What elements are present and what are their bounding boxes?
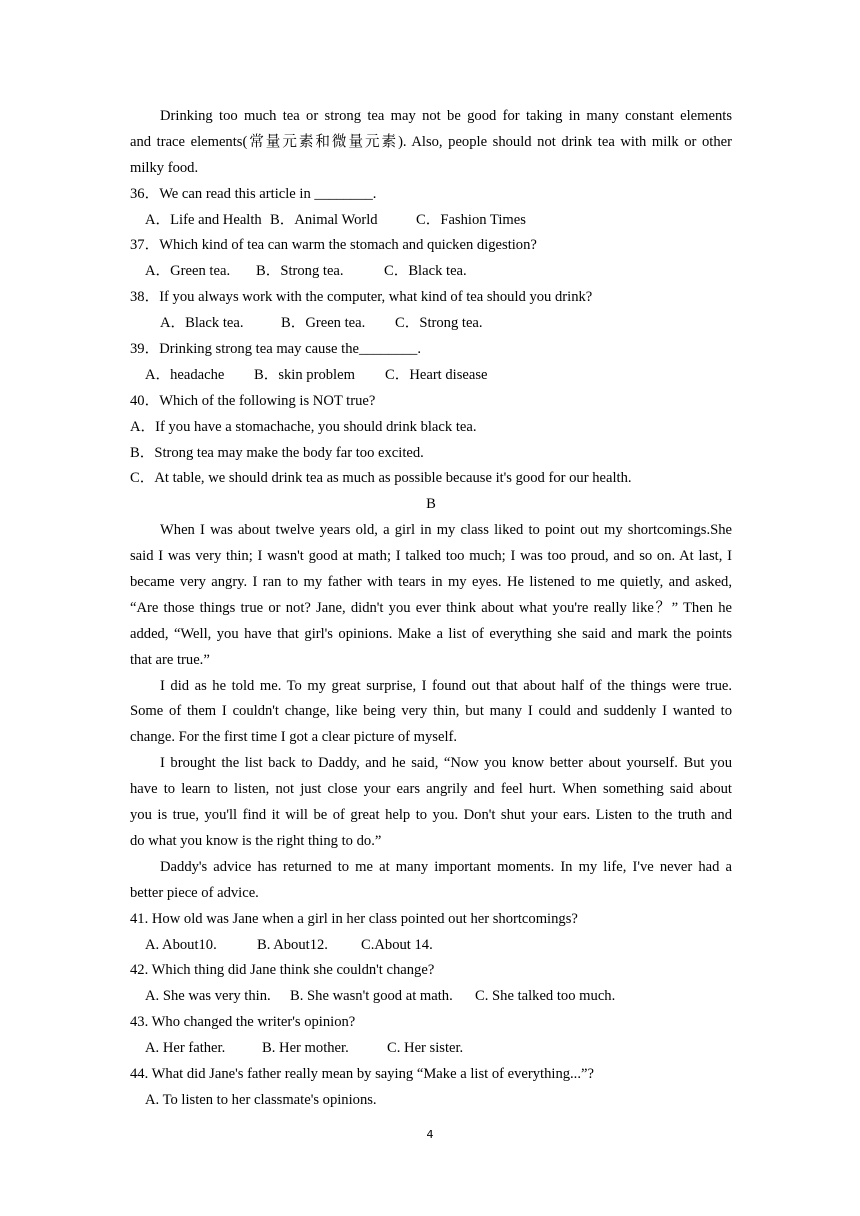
option-b: B. She wasn't good at math. bbox=[290, 988, 453, 1005]
section-b-title: B bbox=[426, 496, 436, 513]
option-c: C．Black tea. bbox=[384, 263, 467, 280]
question-36 bbox=[130, 182, 732, 234]
paragraph-line: I did as he told me. To my great surprise, I found out that about half of the things were true. bbox=[160, 677, 732, 694]
question-42 bbox=[130, 958, 732, 1010]
paragraph-line: became very angry. I ran to my father with tears in my eyes. He listened to me quietly, and asked, bbox=[130, 574, 732, 591]
page-content bbox=[130, 104, 732, 1114]
paragraph-line: Daddy's advice has returned to me at many important moments. In my life, I've never had a bbox=[160, 858, 732, 875]
paragraph-line: that are true.” bbox=[130, 651, 210, 668]
option-c: C. Her sister. bbox=[387, 1040, 464, 1057]
option-a: A．headache bbox=[145, 366, 225, 383]
option-a: A. About10. bbox=[145, 936, 217, 953]
question-39 bbox=[130, 337, 732, 389]
option-a: A. To listen to her classmate's opinions. bbox=[145, 1091, 377, 1108]
option-c: C．Strong tea. bbox=[395, 315, 483, 332]
paragraph-line: Drinking too much tea or strong tea may not be good for taking in many constant elements bbox=[160, 108, 732, 124]
question-options bbox=[130, 1036, 732, 1062]
passage-b bbox=[130, 518, 732, 906]
question-options bbox=[130, 1088, 732, 1114]
question-38 bbox=[130, 285, 732, 337]
option-b: B. About12. bbox=[257, 936, 328, 953]
paragraph-line: said I was very thin; I wasn't good at math; I talked too much; I was too proud, and so on. At last, I bbox=[130, 548, 732, 565]
option-a: A. Her father. bbox=[145, 1040, 226, 1057]
option-b: B．skin problem bbox=[254, 366, 355, 383]
paragraph-line: have to learn to listen, not just close your ears angrily and feel hurt. When something said about bbox=[130, 781, 732, 798]
question-43 bbox=[130, 1010, 732, 1062]
option-c: C．Fashion Times bbox=[416, 211, 526, 228]
paragraph-line: I brought the list back to Daddy, and he said, “Now you know better about yourself. But you bbox=[160, 755, 732, 772]
paragraph-line: When I was about twelve years old, a girl in my class liked to point out my shortcomings.She bbox=[160, 522, 732, 539]
question-options bbox=[130, 259, 732, 285]
option-b: B．Green tea. bbox=[281, 315, 366, 332]
question-stem: 42. Which thing did Jane think she couldn't change? bbox=[130, 962, 435, 979]
page-number: 4 bbox=[426, 1128, 434, 1141]
option-b: B．Strong tea may make the body far too excited. bbox=[130, 444, 424, 461]
question-stem: 36．We can read this article in ________. bbox=[130, 185, 377, 202]
paragraph-line: added, “Well, you have that girl's opinions. Make a list of everything she said and mark the points bbox=[130, 625, 732, 642]
option-c: C. She talked too much. bbox=[475, 988, 616, 1005]
option-c: C．Heart disease bbox=[385, 366, 488, 383]
question-stem: 41. How old was Jane when a girl in her class pointed out her shortcomings? bbox=[130, 910, 578, 927]
option-b: B．Animal World bbox=[270, 211, 378, 228]
question-options bbox=[130, 933, 732, 959]
question-stem: 38．If you always work with the computer, what kind of tea should you drink? bbox=[130, 289, 593, 306]
question-stem: 43. Who changed the writer's opinion? bbox=[130, 1014, 356, 1031]
paragraph-line: and trace elements(常量元素和微量元素). Also, people should not drink tea with milk or other bbox=[130, 133, 732, 150]
paragraph-line: you is true, you'll find it will be of great help to you. Don't shut your ears. Listen to the truth and bbox=[130, 807, 732, 824]
option-c: C.About 14. bbox=[361, 936, 433, 953]
option-a: A. She was very thin. bbox=[145, 988, 271, 1005]
paragraph-line: do what you know is the right thing to do.” bbox=[130, 832, 382, 849]
question-options bbox=[130, 208, 732, 234]
question-options bbox=[130, 984, 732, 1010]
paragraph-line: “Are those things true or not? Jane, didn't you ever think about what you're really like？” Then he bbox=[130, 599, 732, 616]
option-a: A．Green tea. bbox=[145, 263, 231, 280]
question-options bbox=[130, 311, 732, 337]
paragraph-line: milky food. bbox=[130, 159, 199, 176]
question-40 bbox=[130, 389, 732, 493]
question-stem: 37．Which kind of tea can warm the stomach and quicken digestion? bbox=[130, 237, 537, 254]
question-37 bbox=[130, 233, 732, 285]
option-b: B．Strong tea. bbox=[256, 263, 344, 280]
paragraph-line: change. For the first time I got a clear picture of myself. bbox=[130, 729, 458, 746]
question-stem: 40．Which of the following is NOT true? bbox=[130, 392, 376, 409]
option-c: C．At table, we should drink tea as much as possible because it's good for our health. bbox=[130, 470, 632, 487]
paragraph-line: better piece of advice. bbox=[130, 884, 259, 901]
question-41 bbox=[130, 907, 732, 959]
paragraph-line: Some of them I couldn't change, like being very thin, but many I could and suddenly I wanted to bbox=[130, 703, 732, 720]
option-b: B. Her mother. bbox=[262, 1040, 349, 1057]
question-stem: 44. What did Jane's father really mean by saying “Make a list of everything...”? bbox=[130, 1065, 594, 1082]
option-a: A．If you have a stomachache, you should drink black tea. bbox=[130, 418, 477, 435]
option-a: A．Black tea. bbox=[160, 315, 244, 332]
option-a: A．Life and Health bbox=[145, 211, 262, 228]
question-44 bbox=[130, 1062, 732, 1114]
question-options bbox=[130, 363, 732, 389]
question-stem: 39．Drinking strong tea may cause the________. bbox=[130, 341, 422, 358]
passage-a-tail bbox=[130, 104, 732, 182]
